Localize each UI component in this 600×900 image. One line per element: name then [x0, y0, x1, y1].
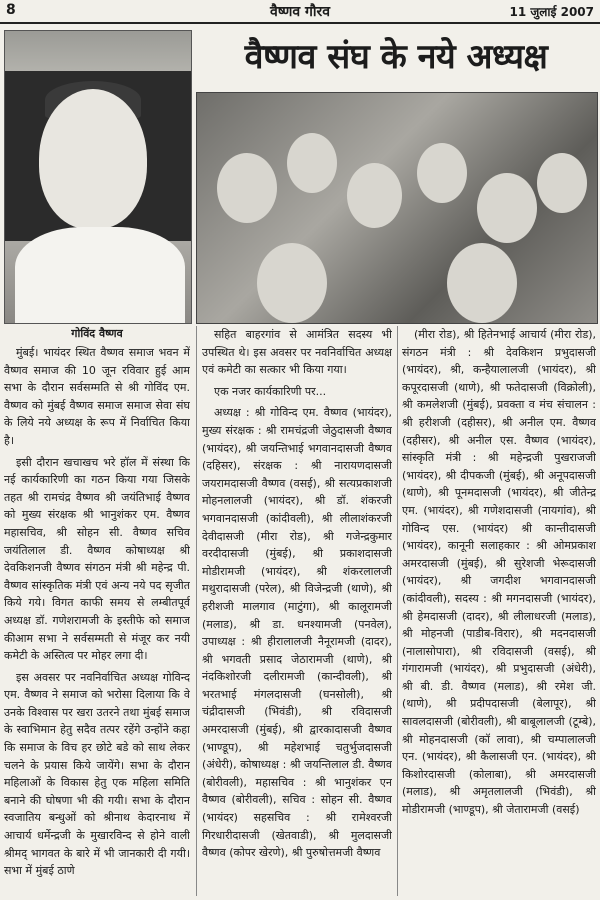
portrait-photo — [4, 30, 192, 324]
issue-date: 11 जुलाई 2007 — [509, 5, 594, 19]
paragraph: अध्यक्ष : श्री गोविन्द एम. वैष्णव (भायंदर), मुख्य संरक्षक : श्री रामचंद्रजी जेठुदासजी वैष्णव (भायंदर), श्री जयन्तिभाई भगवानदासजी वैष्णव (दहिसर), संरक्षक : श्री नारायणदासजी जयरामदासजी वैष्णव (वसई), श्री सत्यप्रकाशजी मोहनलालजी (भायंदर), श्री डॉ. शंकरजी भगवानदासजी (कांदीवली), श्री लीलाशंकरजी देवीदासजी (मीरा रोड), श्री गजेन्द्रकुमार वरदीदासजी (मुंबई), श्री प्रकाशदासजी मोडीरामजी (भायंदर), श्री शंकरलालजी मथुरादासजी (परेल), श्री विजेन्द्रजी (थाणे), श्री हरीशजी मालगाव (माटुंगा), श्री कालूरामजी (मलाड), श्री डा. धनश्यामजी (पनवेल), उपाध्यक्ष : श्री हीरालालजी नैनूरामजी (दादर), श्री भगवती प्रसाद जेठारामजी (थाणे), श्री नंदकिशोरजी दलीरामजी (कान्दीवली), श्री भरतभाई मंगलदासजी (घनसोली), श्री चंद्रीदासजी (भिवंडी), श्री रविदासजी अमरदासजी (मुंबई), श्री द्वारकादासजी वैष्णव (भाण्डूप), श्री महेशभाई चतुर्भुजदासजी (अंधेरी), कोषाध्यक्ष : श्री जयन्तिलाल डी. वैष्णव (बोरीवली), महासचिव : श्री भानुशंकर एन वैष्णव (बोरीवली), सचिव : सोहन सी. वैष्णव (भायंदर) सहसचिव : श्री रामेश्वरजी गिरधारीदासजी (खेतवाडी), श्री मुलदासजी वैष्णव (कोपर खेरणे), श्री पुरुषोत्तमजी वैष्णव — [202, 406, 392, 860]
paragraph: सहित बाहरगांव से आमंत्रित सदस्य भी उपस्थित थे। इस अवसर पर नवनिर्वाचित अध्यक्ष एवं कमेटी का सत्कार भी किया गया। — [202, 328, 392, 377]
paragraph: इस अवसर पर नवनिर्वाचित अध्यक्ष गोविन्द एम. वैष्णव ने समाज को भरोसा दिलाया कि वे उनके विश्वास पर खरा उतरने तथा मुंबई समाज के स्वाभिमान हेतु सदैव तत्पर रहेंगे उन्होंने कहा कि समाज के विच हर छोटे बडे को साथ लेकर चलने के प्रयास किये जायेंगे। सभा के दौरान महिलाओं के विकास हेतु एक महिला समिति बनाने की घोषणा भी की गयी। सभा के दौरान स्वजातिय बन्धुओं को श्रीनाथ केदारनाथ में आचार्य धर्मेन्द्रजी के मुखारविन्द से होने वाली श्रीमद् भागवत के बारे में भी जानकारी दी गयी। सभा में मुंबई ठाणे — [4, 670, 190, 878]
page-header — [0, 0, 600, 24]
paragraph: (मीरा रोड), श्री हितेनभाई आचार्य (मीरा रोड), संगठन मंत्री : श्री देवकिशन प्रभुदासजी (भायंदर), श्री, कन्हैयालालजी (भायंदर), श्री कपूरदासजी (थाणे), श्री फतेदासजी (विक्रोली), श्री कमलेशजी (मुंबई), प्रवक्ता व मंच संचालन : श्री हरीशजी (दहीसर), श्री अनील एम. वैष्णव (दहीसर), श्री अनील एस. वैष्णव (भायंदर), सांस्कृति मंत्री : श्री महेन्द्रजी पुखराजजी (भायंदर), श्री दीपकजी (मुंबई), श्री अनूपदासजी (थाणे), श्री पूनमदासजी (भायंदर), श्री जीतेन्द्र एम. (भायंदर), श्री गणेशदासजी (नायगांव), श्री गोविन्द एस. (भायंदर) श्री कान्तीदासजी (भायंदर), कानूनी सलाहकार : श्री ओमप्रकाश अमरदासजी (मुंबई), श्री सुरेशजी भेरूदासजी (भायंदर), श्री जगदीश भगवानदासजी (कांदीवली), सदस्य : श्री मगनदासजी (भायंदर), श्री हेमदासजी (दादर), श्री लीलाधरजी (मलाड), श्री मोहनजी (पाडीब-विरार), श्री मदनदासजी (नालासोपारा), श्री रविदासजी (वसई), श्री गंगारामजी (भायंदर), श्री प्रभुदासजी (अंधेरी), श्री बी. डी. वैष्णव (मलाड), श्री रमेश जी. (थाणे), श्री प्रदीपदासजी (बेलापूर), श्री सावलदासजी (बोरीवली), श्री बाबूलालजी (टूम्बे), श्री मोहनदासजी (कॉ लावा), श्री चम्पालालजी एन. (भायंदर), श्री कैलासजी एन. (भायंदर), श्री किशोरदासजी (कोलाबा), श्री अमरदासजी (मलाड), श्री अमृतलालजी (भिवंडी), श्री मोडीरामजी (भाण्डूप), श्री जेतारामजी (वसई) — [402, 328, 596, 817]
column-divider — [196, 326, 197, 896]
page-number: 8 — [6, 2, 16, 18]
photo-caption: गोविंद वैष्णव — [71, 327, 123, 340]
article-column-2 — [202, 326, 392, 896]
headline: वैष्णव संघ के नये अध्यक्ष — [244, 37, 548, 77]
article-column-3 — [402, 326, 596, 896]
paragraph: मुंबई। भायंदर स्थित वैष्णव समाज भवन में वैष्णव समाज की 10 जून रविवार हुई आम सभा के दौरान सर्वसम्मति से श्री गोविंद एम. वैष्णव को मुंबई वैष्णव समाज समाज सेवा संघ के लिये नये अध्यक्ष के रूप में निर्वाचित किया है। — [4, 346, 190, 447]
paragraph: इसी दौरान खचाखच भरे हॉल में संस्था कि नई कार्यकारिणी का गठन किया गया जिसके तहत श्री रामचंद्र वैष्णव श्री जयंतिभाई वैष्णव को मुख्य संरक्षक श्री भानुशंकर एम. वैष्णव महासचिव, श्री सोहन सी. वैष्णव सचिव जयंतिलाल डी. वैष्णव कोषाध्यक्ष श्री देवकिशनजी वैष्णव संगठन मंत्री श्री महेन्द्र पी. वैष्णव सांस्कृतिक मंत्री एवं अन्य नये पद सृजीत किये गये। विगत काफी समय से लम्बीतपूर्व अध्यक्ष डॉ. गणेशरामजी के इस्तीफे को समाज कीआम सभा ने सर्वसम्मती से मंजूर कर नयी कमेटी के अस्तित्व पर मोहर लगा दी। — [4, 455, 190, 663]
column-divider — [397, 326, 398, 896]
meeting-photo — [196, 92, 598, 324]
article-column-1 — [4, 344, 190, 896]
paragraph: एक नजर कार्यकारिणी पर... — [214, 384, 327, 398]
newspaper-name: वैष्णव गौरव — [269, 4, 331, 20]
